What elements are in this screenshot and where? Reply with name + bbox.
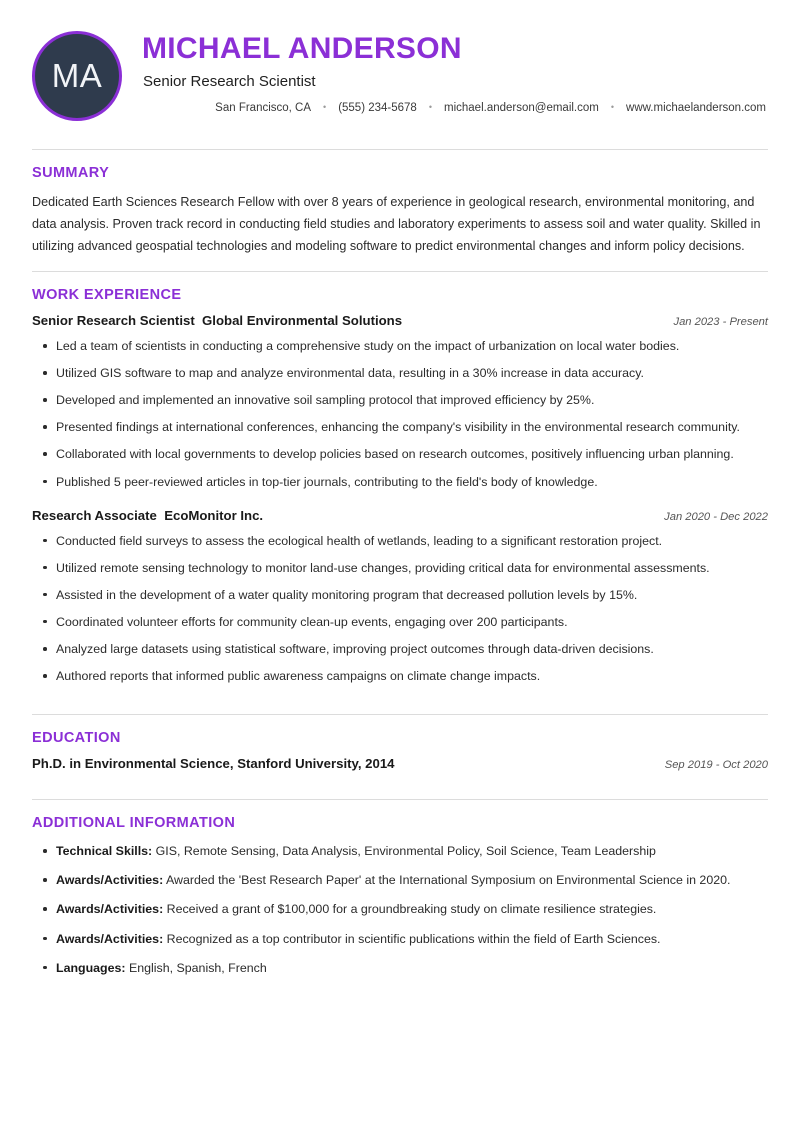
experience-entry-header xyxy=(32,508,768,523)
avatar xyxy=(32,31,122,121)
info-value: GIS, Remote Sensing, Data Analysis, Environmental Policy, Soil Science, Team Leadership xyxy=(152,844,656,859)
contact-list xyxy=(140,102,768,114)
section-summary xyxy=(32,135,768,257)
section-divider xyxy=(32,149,768,150)
experience-bullet-list xyxy=(32,336,768,492)
experience-title-company: Research Associate EcoMonitor Inc. xyxy=(32,507,264,523)
education-degree: Ph.D. in Environmental Science, Stanford University, 2014 xyxy=(32,756,395,772)
page-title: MICHAEL ANDERSON xyxy=(142,32,462,65)
list-item: Published 5 peer-reviewed articles in top-tier journals, contributing to the field's body of knowledge. xyxy=(32,472,768,492)
list-item: Utilized remote sensing technology to monitor land-use changes, providing critical data for environmental assessments. xyxy=(32,558,768,578)
job-role-subtitle: Senior Research Scientist xyxy=(143,72,316,90)
info-value: Recognized as a top contributor in scientific publications within the field of Earth Sciences. xyxy=(163,931,661,946)
experience-entry xyxy=(32,508,768,687)
contact-website[interactable]: www.michaelanderson.com xyxy=(626,101,766,114)
list-item xyxy=(32,899,768,919)
info-label: Languages: xyxy=(56,960,126,975)
section-title-work-experience: WORK EXPERIENCE xyxy=(32,287,182,304)
list-item: Assisted in the development of a water quality monitoring program that decreased pollution levels by 15%. xyxy=(32,585,768,605)
list-item: Coordinated volunteer efforts for community clean-up events, engaging over 200 participants. xyxy=(32,612,768,632)
avatar-initials: MA xyxy=(51,57,103,94)
education-date-range: Sep 2019 - Oct 2020 xyxy=(664,759,768,772)
info-label: Awards/Activities: xyxy=(56,931,164,946)
contact-separator-icon: • xyxy=(323,102,327,113)
info-value: Received a grant of $100,000 for a groundbreaking study on climate resilience strategies. xyxy=(163,902,657,917)
list-item: Utilized GIS software to map and analyze environmental data, resulting in a 30% increase in data accuracy. xyxy=(32,363,768,383)
section-education xyxy=(32,700,768,771)
section-title-summary: SUMMARY xyxy=(32,165,110,181)
experience-title-company: Senior Research Scientist Global Environmental Solutions xyxy=(32,313,403,329)
section-divider xyxy=(32,271,768,272)
info-value: English, Spanish, French xyxy=(125,960,267,975)
contact-separator-icon: • xyxy=(428,102,432,113)
list-item: Authored reports that informed public awareness campaigns on climate change impacts. xyxy=(32,666,768,686)
education-entry xyxy=(32,756,768,771)
info-label: Awards/Activities: xyxy=(56,902,164,917)
header-text-block xyxy=(140,28,768,114)
resume-header xyxy=(32,28,768,135)
experience-date-range: Jan 2023 - Present xyxy=(673,316,768,329)
list-item: Conducted field surveys to assess the ecological health of wetlands, leading to a significant restoration project. xyxy=(32,531,768,551)
list-item: Analyzed large datasets using statistical software, improving project outcomes through data-driven decisions. xyxy=(32,639,768,659)
experience-entry xyxy=(32,313,768,492)
info-label: Awards/Activities: xyxy=(56,873,164,888)
section-divider xyxy=(32,799,768,800)
experience-entry-header xyxy=(32,313,768,328)
list-item xyxy=(32,841,768,861)
list-item: Collaborated with local governments to develop policies based on research outcomes, positively influencing urban planning. xyxy=(32,444,768,464)
summary-text: Dedicated Earth Sciences Research Fellow with over 8 years of experience in geological research, environmental monitoring, and data analysis. Proven track record in conducting field studies and laboratory experiments to assess soil and water quality. Skilled in utilizing advanced geospatial technologies and modeling software to predict environmental changes and inform policy decisions. xyxy=(32,195,761,254)
list-item: Presented findings at international conferences, enhancing the company's visibility in the environmental research community. xyxy=(32,417,768,437)
list-item xyxy=(32,929,768,949)
contact-location: San Francisco, CA xyxy=(215,101,312,114)
experience-date-range: Jan 2020 - Dec 2022 xyxy=(664,510,768,523)
additional-info-list xyxy=(32,841,768,977)
contact-email[interactable]: michael.anderson@email.com xyxy=(444,101,599,114)
info-value: Awarded the 'Best Research Paper' at the International Symposium on Environmental Science in 2020. xyxy=(163,873,731,888)
list-item: Developed and implemented an innovative soil sampling protocol that improved efficiency by 25%. xyxy=(32,390,768,410)
section-title-additional-information: ADDITIONAL INFORMATION xyxy=(32,815,236,832)
list-item xyxy=(32,958,768,978)
section-additional-information xyxy=(32,785,768,977)
info-label: Technical Skills: xyxy=(56,844,153,859)
contact-phone: (555) 234-5678 xyxy=(338,101,417,114)
section-work-experience xyxy=(32,257,768,686)
experience-bullet-list xyxy=(32,531,768,687)
section-divider xyxy=(32,714,768,715)
list-item: Led a team of scientists in conducting a comprehensive study on the impact of urbanization on local water bodies. xyxy=(32,336,768,356)
list-item xyxy=(32,870,768,890)
section-title-education: EDUCATION xyxy=(32,730,121,747)
contact-separator-icon: • xyxy=(610,102,615,113)
